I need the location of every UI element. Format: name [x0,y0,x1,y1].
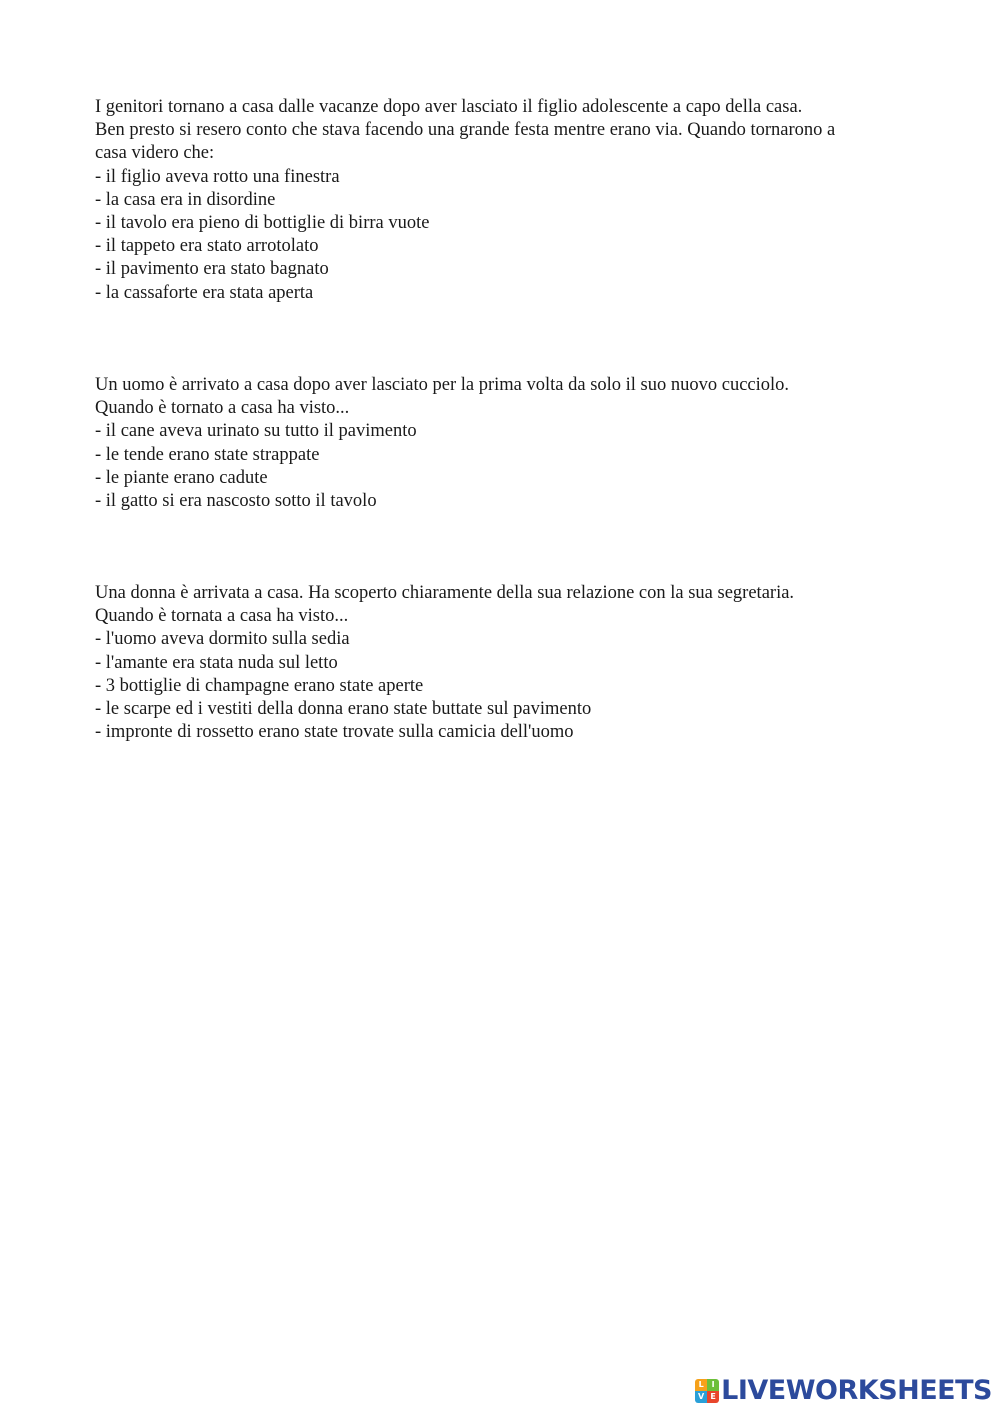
clue-item: - l'uomo aveva dormito sulla sedia [95,629,350,650]
scenario-teen-party [95,96,915,305]
clue-item: - le piante erano cadute [95,467,268,488]
clue-item: - la cassaforte era stata aperta [95,282,314,303]
brand-text: LIVEWORKSHEETS [721,1375,992,1406]
logo-letter: L [695,1379,707,1391]
clue-list [95,628,915,744]
scenario-puppy [95,374,915,513]
clue-item: - il tavolo era pieno di bottiglie di birra vuote [95,213,430,234]
clue-item: - il tappeto era stato arrotolato [95,236,319,257]
liveworksheets-watermark [695,1374,992,1408]
liveworksheets-logo-icon [695,1379,719,1403]
intro-line: casa videro che: [95,143,215,164]
intro-line: Quando è tornata a casa ha visto... [95,606,349,627]
clue-item: - le tende erano state strappate [95,444,320,465]
intro-line: Quando è tornato a casa ha visto... [95,398,350,419]
clue-item: - l'amante era stata nuda sul letto [95,652,338,673]
clue-item: - impronte di rossetto erano state trovate sulla camicia dell'uomo [95,722,574,743]
clue-item: - il gatto si era nascosto sotto il tavolo [95,491,377,512]
clue-item: - il figlio aveva rotto una finestra [95,166,340,187]
logo-letter: V [695,1391,707,1403]
logo-letter: I [707,1379,719,1391]
clue-item: - le scarpe ed i vestiti della donna erano state buttate sul pavimento [95,699,592,720]
logo-letter: E [707,1391,719,1403]
clue-item: - 3 bottiglie di champagne erano state aperte [95,675,424,696]
intro-line: Ben presto si resero conto che stava facendo una grande festa mentre erano via. Quando tornarono a [95,120,836,141]
intro-line: Un uomo è arrivato a casa dopo aver lasciato per la prima volta da solo il suo nuovo cucciolo. [95,375,790,395]
clue-item: - la casa era in disordine [95,189,276,210]
intro-line: Una donna è arrivata a casa. Ha scoperto chiaramente della sua relazione con la sua segretaria. [95,583,795,603]
intro-line: I genitori tornano a casa dalle vacanze dopo aver lasciato il figlio adolescente a capo della casa. [95,97,803,117]
clue-list [95,420,915,513]
clue-list [95,166,915,305]
clue-item: - il cane aveva urinato su tutto il pavimento [95,421,417,442]
scenario-affair [95,582,915,744]
clue-item: - il pavimento era stato bagnato [95,259,329,280]
